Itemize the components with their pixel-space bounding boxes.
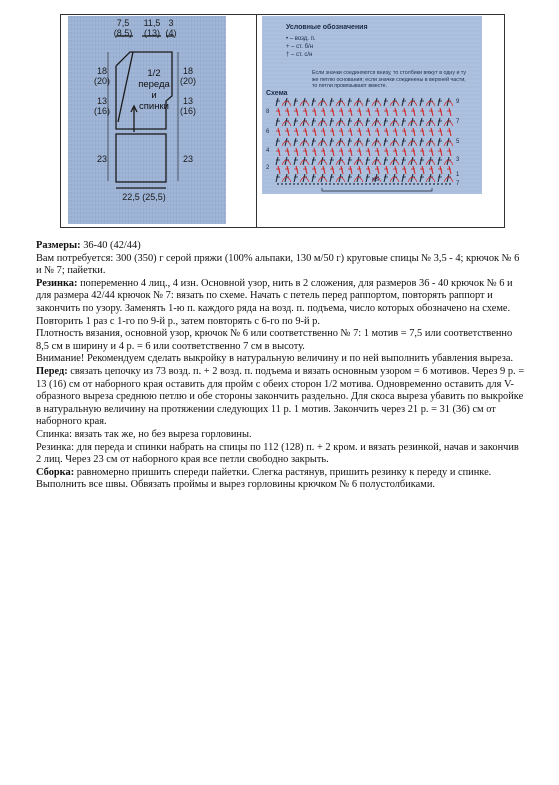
stitch-mark (312, 118, 314, 126)
stitch-mark (438, 138, 440, 146)
stitch-mark (440, 148, 442, 156)
row-number-9: 9 (456, 99, 460, 105)
stitch-mark (420, 174, 422, 182)
stitch-mark (402, 174, 404, 182)
piece-label: 1/2 переда и спинки (138, 68, 170, 112)
stitch-mark (359, 108, 361, 116)
stitch-mark (366, 157, 368, 165)
chain-dot (397, 183, 399, 185)
image-divider (256, 14, 257, 228)
stitch-mark (375, 118, 377, 126)
stitch-mark (384, 174, 386, 182)
bottom-dim: 22,5 (25,5) (122, 192, 166, 202)
garment-pattern-image (68, 16, 226, 224)
chain-dot (321, 183, 323, 185)
stitch-mark (323, 166, 325, 174)
chain-dot (341, 183, 343, 185)
stitch-mark (330, 138, 332, 146)
chain-dot (381, 183, 383, 185)
stitch-mark (366, 138, 368, 146)
stitch-mark (395, 148, 397, 156)
stitch-mark (384, 157, 386, 165)
stitch-mark (314, 148, 316, 156)
chain-dot (293, 183, 295, 185)
stitch-mark (303, 118, 305, 126)
repeat-label: мs (372, 177, 380, 183)
stitch-mark (305, 108, 307, 116)
stitch-mark (447, 157, 449, 165)
stitch-mark (287, 166, 289, 174)
stitch-mark (296, 166, 298, 174)
stitch-mark (359, 166, 361, 174)
stitch-mark (420, 157, 422, 165)
stitch-mark (413, 108, 415, 116)
stitch-mark (447, 174, 449, 182)
chain-dot (285, 183, 287, 185)
stitch-mark (402, 138, 404, 146)
stitch-mark (449, 148, 451, 156)
stitch-mark (429, 118, 431, 126)
stitch-mark (285, 157, 287, 165)
sizes-paragraph (36, 240, 526, 253)
stitch-mark (438, 157, 440, 165)
stitch-mark (321, 174, 323, 182)
stitch-mark (411, 118, 413, 126)
stitch-mark (296, 128, 298, 136)
stitch-mark (287, 108, 289, 116)
stitch-mark (278, 148, 280, 156)
stitch-mark (332, 128, 334, 136)
chain-dot (433, 183, 435, 185)
stitch-mark (294, 98, 296, 106)
stitch-mark (341, 108, 343, 116)
chain-dot (317, 183, 319, 185)
chain-dot (313, 183, 315, 185)
stitch-mark (449, 128, 451, 136)
chain-dot (333, 183, 335, 185)
bottom-number: 7 (456, 181, 460, 187)
chain-dot (377, 183, 379, 185)
density-paragraph: Плотность вязания, основной узор, крючок № 6 или соответственно № 7: 1 мотив = 7,5 или соответственно 8,5 см в ширину и 4 р. = 6 или соответственно 7 см в высоту. (36, 328, 513, 352)
stitch-mark (429, 138, 431, 146)
stitch-mark (350, 108, 352, 116)
stitch-mark (357, 174, 359, 182)
rib-value: попеременно 4 лиц., 4 изн. Основной узор, нить в 2 сложения, для размеров 36 - 40 крючок № 6 и для размера 42/44 крючок № 7: вязать по схеме. Начать с петель перед раппортом, повторять раппорт и закончить по узору. Заменять 1-ю п. каждого ряда на возд. п. подъема, число которых обозначено на схеме. Повторить 1 раз с 1-го по 9-й р., затем повторять с 6-го по 9-й р. (36, 277, 513, 327)
stitch-mark (321, 98, 323, 106)
stitch-mark (377, 108, 379, 116)
legend-item-dc: † – ст. с/н (286, 52, 313, 58)
row-number-8: 8 (266, 109, 270, 115)
stitch-mark (402, 118, 404, 126)
stitch-mark (422, 108, 424, 116)
stitch-mark (384, 98, 386, 106)
stitch-mark (305, 166, 307, 174)
stitch-mark (303, 174, 305, 182)
chain-dot (357, 183, 359, 185)
stitch-mark (429, 157, 431, 165)
stitch-mark (294, 157, 296, 165)
attention-paragraph: Внимание! Рекомендуем сделать выкройку в натуральную величину и по ней выполнить убавления выреза. (36, 353, 514, 365)
stitch-mark (395, 128, 397, 136)
chain-dot (441, 183, 443, 185)
chain-dot (329, 183, 331, 185)
assembly-paragraph (36, 467, 526, 492)
stitch-mark (339, 174, 341, 182)
stitch-chart (262, 16, 482, 194)
stitch-mark (357, 138, 359, 146)
stitch-mark (305, 148, 307, 156)
chain-dot (365, 183, 367, 185)
stitch-mark (377, 128, 379, 136)
chain-dot (393, 183, 395, 185)
front-paragraph (36, 366, 526, 429)
stitch-mark (341, 128, 343, 136)
stitch-mark (359, 148, 361, 156)
chain-dot (409, 183, 411, 185)
rib-label: Резинка: (36, 277, 78, 289)
stitch-mark (285, 138, 287, 146)
row-number-6: 6 (266, 129, 270, 135)
stitch-mark (431, 128, 433, 136)
chain-dot (401, 183, 403, 185)
stitch-mark (449, 166, 451, 174)
stitch-mark (422, 166, 424, 174)
stitch-mark (431, 166, 433, 174)
chain-dot (405, 183, 407, 185)
stitch-mark (276, 118, 278, 126)
stitch-mark (294, 138, 296, 146)
stitch-mark (323, 128, 325, 136)
stitch-mark (404, 166, 406, 174)
stitch-mark (357, 98, 359, 106)
stitch-mark (357, 118, 359, 126)
stitch-mark (339, 157, 341, 165)
stitch-mark (321, 138, 323, 146)
left-dim-middle: 13 (16) (94, 96, 111, 116)
chain-dot (417, 183, 419, 185)
stitch-mark (395, 108, 397, 116)
stitch-mark (312, 157, 314, 165)
stitch-mark (359, 128, 361, 136)
row-number-7: 7 (456, 119, 460, 125)
right-dim-upper: 18 (20) (180, 66, 197, 86)
chain-dot (413, 183, 415, 185)
stitch-mark (330, 98, 332, 106)
chain-dot (353, 183, 355, 185)
row-number-3: 3 (456, 157, 460, 163)
chain-dot (301, 183, 303, 185)
stitch-mark (350, 166, 352, 174)
stitch-mark (404, 148, 406, 156)
stitch-mark (332, 148, 334, 156)
stitch-mark (285, 118, 287, 126)
assembly-value: равномерно пришить спереди пайетки. Слегка растянув, пришить резинку к переду и спинке. Выполнить все швы. Обвязать проймы и вырез горловины крючком № 6 полустолбиками. (36, 466, 492, 491)
chain-dot (337, 183, 339, 185)
stitch-mark (339, 118, 341, 126)
stitch-mark (411, 157, 413, 165)
instructions-text (36, 240, 526, 492)
stitch-mark (422, 128, 424, 136)
stitch-mark (368, 166, 370, 174)
stitch-mark (321, 118, 323, 126)
stitch-mark (402, 157, 404, 165)
stitch-mark (422, 148, 424, 156)
assembly-label: Сборка: (36, 466, 75, 478)
stitch-mark (303, 157, 305, 165)
stitch-mark (314, 128, 316, 136)
chain-dot (277, 183, 279, 185)
stitch-mark (440, 128, 442, 136)
chain-dot (289, 183, 291, 185)
repeat-bracket (322, 188, 432, 191)
stitch-mark (287, 148, 289, 156)
stitch-mark (411, 174, 413, 182)
chain-dot (373, 183, 375, 185)
stitch-mark (348, 118, 350, 126)
stitch-mark (411, 138, 413, 146)
sizes-label: Размеры: (36, 240, 81, 251)
stitch-mark (447, 138, 449, 146)
stitch-mark (377, 148, 379, 156)
stitch-mark (278, 128, 280, 136)
chain-dot (361, 183, 363, 185)
chain-dot (325, 183, 327, 185)
stitch-mark (384, 118, 386, 126)
right-dim-lower: 23 (182, 154, 193, 164)
left-dim-upper: 18 (20) (94, 66, 111, 86)
legend-title: Условные обозначения (286, 24, 368, 31)
row-number-4: 4 (266, 148, 270, 154)
stitch-mark (402, 98, 404, 106)
stitch-mark (447, 98, 449, 106)
stitch-mark (386, 128, 388, 136)
stitch-mark (411, 98, 413, 106)
stitch-mark (276, 138, 278, 146)
stitch-mark (332, 108, 334, 116)
crochet-chart-image (262, 16, 482, 194)
rib-paragraph (36, 278, 526, 328)
stitch-mark (285, 174, 287, 182)
chain-dot (437, 183, 439, 185)
row-number-5: 5 (456, 139, 460, 145)
stitch-mark (348, 98, 350, 106)
stitch-mark (393, 174, 395, 182)
legend-note: Если значки соединяются внизу, то столбики вяжут в одну и ту же петлю основания; если значки соединены в верхней части, то петли провязывают вместе. (312, 70, 467, 89)
top-dim-1: 7,5 (8,5) (113, 18, 133, 38)
stitch-mark (429, 174, 431, 182)
stitch-mark (294, 174, 296, 182)
stitch-mark (393, 157, 395, 165)
stitch-mark (287, 128, 289, 136)
left-dim-lower: 23 (96, 154, 107, 164)
stitch-mark (303, 98, 305, 106)
chain-dot (421, 183, 423, 185)
chain-dot (425, 183, 427, 185)
chain-dot (297, 183, 299, 185)
right-dim-middle: 13 (16) (180, 96, 197, 116)
stitch-mark (294, 118, 296, 126)
chain-dot (389, 183, 391, 185)
chain-dot (385, 183, 387, 185)
chain-dot (305, 183, 307, 185)
chain-dot (445, 183, 447, 185)
stitch-mark (447, 118, 449, 126)
stitch-mark (330, 118, 332, 126)
stitch-mark (375, 138, 377, 146)
stitch-mark (420, 138, 422, 146)
stitch-mark (368, 148, 370, 156)
stitch-mark (348, 174, 350, 182)
stitch-mark (357, 157, 359, 165)
stitch-mark (348, 138, 350, 146)
stitch-mark (404, 108, 406, 116)
stitch-mark (323, 148, 325, 156)
stitch-mark (366, 174, 368, 182)
stitch-mark (341, 148, 343, 156)
stitch-mark (375, 157, 377, 165)
stitch-mark (330, 174, 332, 182)
stitch-mark (368, 108, 370, 116)
front-value: связать цепочку из 73 возд. п. + 2 возд. п. подъема и вязать основным узором = 6 мотивов. Через 9 р. = 13 (16) см от наборного края оставить для пройм с обеих сторон 1/2 мотива. Одновременно оставить для V-образного выреза среднюю петлю и обе стороны закончить раздельно. Для скоса выреза убавить по выкройке в натуральную величину на протяжении следующих 11 р. 1 мотив. Закончить через 21 р. = 31 (36) см от наборного края. (36, 365, 525, 428)
stitch-mark (393, 98, 395, 106)
stitch-mark (321, 157, 323, 165)
stitch-mark (438, 98, 440, 106)
stitch-mark (348, 157, 350, 165)
stitch-mark (303, 138, 305, 146)
chain-dot (449, 183, 451, 185)
stitch-mark (278, 166, 280, 174)
stitch-mark (438, 174, 440, 182)
stitch-mark (312, 174, 314, 182)
stitch-mark (440, 166, 442, 174)
stitch-mark (368, 128, 370, 136)
stitch-mark (440, 108, 442, 116)
top-dim-3: 3 (4) (165, 18, 177, 38)
stitch-mark (312, 138, 314, 146)
stitch-mark (276, 98, 278, 106)
top-dim-2: 11,5 (13) (143, 18, 161, 38)
stitch-mark (323, 108, 325, 116)
stitch-mark (332, 166, 334, 174)
legend-item-sc: + – ст. б/н (286, 44, 314, 50)
legend-item-chain: • – возд. п. (286, 36, 316, 42)
stitch-mark (314, 166, 316, 174)
stitch-mark (393, 138, 395, 146)
stitch-mark (278, 108, 280, 116)
stitch-mark (420, 98, 422, 106)
stitch-mark (413, 166, 415, 174)
stitch-mark (413, 148, 415, 156)
stitch-mark (438, 118, 440, 126)
rib2-paragraph: Резинка: для переда и спинки набрать на спицы по 112 (128) п. + 2 кром. и вязать резинкой, начав и закончив 2 лиц. Через 23 см от наборного края все петли свободно закрыть. (36, 441, 519, 466)
stitch-mark (366, 118, 368, 126)
stitch-mark (375, 98, 377, 106)
stitch-mark (395, 166, 397, 174)
stitch-mark (312, 98, 314, 106)
stitch-mark (431, 148, 433, 156)
chain-dot (349, 183, 351, 185)
stitch-mark (386, 148, 388, 156)
row-number-1: 1 (456, 172, 460, 178)
scheme-label: Схема (266, 90, 288, 97)
stitch-mark (330, 157, 332, 165)
stitch-mark (404, 128, 406, 136)
row-number-2: 2 (266, 165, 270, 171)
stitch-mark (429, 98, 431, 106)
stitch-mark (431, 108, 433, 116)
stitch-mark (393, 118, 395, 126)
stitch-mark (341, 166, 343, 174)
stitch-mark (339, 98, 341, 106)
chain-dot (281, 183, 283, 185)
stitch-mark (377, 166, 379, 174)
materials-paragraph: Вам потребуется: 300 (350) г серой пряжи (100% альпаки, 130 м/50 г) круговые спицы № 3,5 - 4; крючок № 6 и № 7; пайетки. (36, 252, 520, 277)
stitch-mark (366, 98, 368, 106)
chain-dot (429, 183, 431, 185)
stitch-mark (305, 128, 307, 136)
stitch-mark (314, 108, 316, 116)
back-paragraph: Спинка: вязать так же, но без выреза горловины. (36, 428, 252, 440)
stitch-mark (285, 98, 287, 106)
stitch-mark (384, 138, 386, 146)
stitch-mark (420, 118, 422, 126)
stitch-mark (276, 174, 278, 182)
stitch-mark (350, 128, 352, 136)
chain-dot (309, 183, 311, 185)
stitch-mark (413, 128, 415, 136)
front-label: Перед: (36, 365, 68, 377)
stitch-mark (386, 166, 388, 174)
chain-dot (345, 183, 347, 185)
sizes-value: 36-40 (42/44) (80, 240, 141, 251)
stitch-mark (350, 148, 352, 156)
stitch-mark (386, 108, 388, 116)
stitch-mark (449, 108, 451, 116)
stitch-mark (339, 138, 341, 146)
chain-dot (369, 183, 371, 185)
stitch-mark (296, 108, 298, 116)
stitch-mark (296, 148, 298, 156)
stitch-mark (276, 157, 278, 165)
